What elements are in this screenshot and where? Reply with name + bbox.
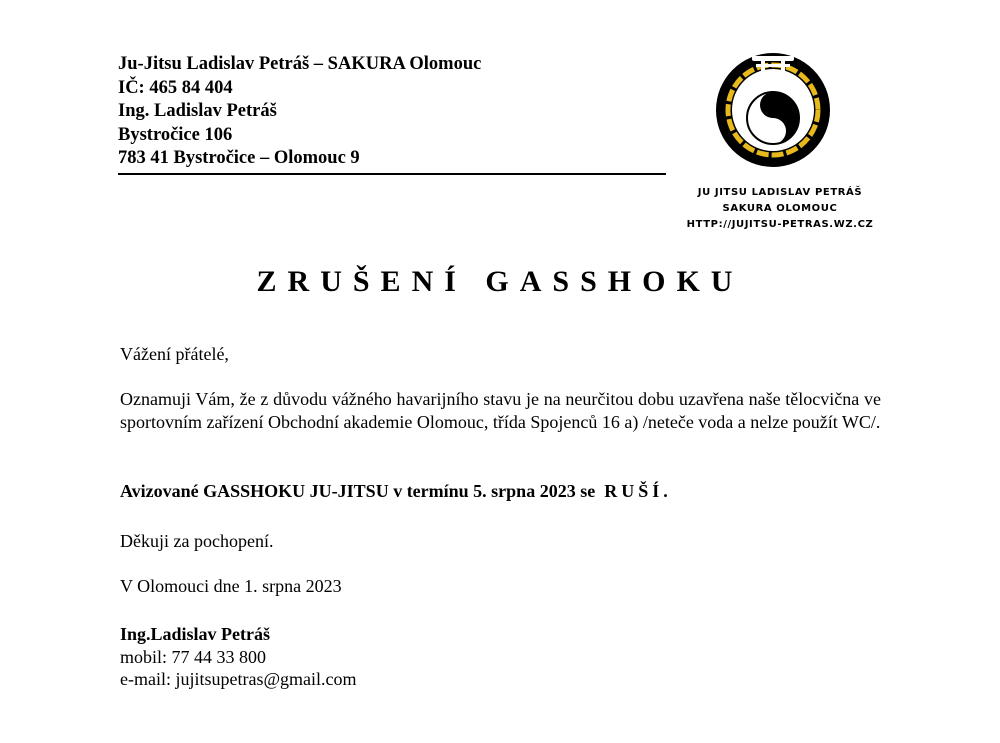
- dojo-emblem-icon: [714, 50, 832, 168]
- sender-ico: IČ: 465 84 404: [118, 77, 233, 98]
- body-paragraph: Oznamuji Vám, že z důvodu vážného havarijního stavu je na neurčitou dobu uzavřena naše tělocvična ve sportovním zařízení Obchodní akademie Olomouc, třída Spojenců 16 a) /neteče voda a nelze použít WC/.: [120, 389, 881, 432]
- logo-caption: [660, 185, 900, 233]
- logo-caption-club: JU JITSU LADISLAV PETRÁŠ: [697, 187, 863, 198]
- logo-caption-city: SAKURA OLOMOUC: [722, 203, 838, 214]
- logo-glyph-bottom: 術: [765, 123, 782, 143]
- signature-block: [120, 623, 357, 691]
- announcement-text: Avizované GASSHOKU JU-JITSU v termínu 5. srpna 2023 se: [120, 481, 596, 501]
- document-title: ZRUŠENÍ GASSHOKU: [256, 265, 744, 298]
- greeting: Vážení přátelé,: [120, 344, 229, 364]
- signature-phone: mobil: 77 44 33 800: [120, 646, 267, 667]
- signature-email: e-mail: jujitsupetras@gmail.com: [120, 669, 357, 689]
- announcement-end: .: [663, 481, 668, 501]
- thanks-line: Děkuji za pochopení.: [120, 531, 274, 551]
- logo-glyph-top: 柔: [777, 97, 794, 117]
- cancellation-announcement: [120, 480, 881, 503]
- sender-organization: Ju-Jitsu Ladislav Petráš – SAKURA Olomouc: [118, 54, 482, 74]
- sender-street: Bystročice 106: [118, 124, 233, 145]
- logo-caption-url: HTTP://JUJITSU-PETRAS.WZ.CZ: [686, 219, 874, 230]
- sender-city: 783 41 Bystročice – Olomouc 9: [118, 148, 360, 168]
- sender-name: Ing. Ladislav Petráš: [118, 101, 277, 121]
- club-logo: [714, 50, 832, 168]
- date-line: V Olomouci dne 1. srpna 2023: [120, 576, 342, 596]
- sender-block: [118, 53, 666, 175]
- announcement-emphasis: RUŠÍ: [604, 481, 664, 501]
- signature-name: Ing.Ladislav Petráš: [120, 624, 271, 644]
